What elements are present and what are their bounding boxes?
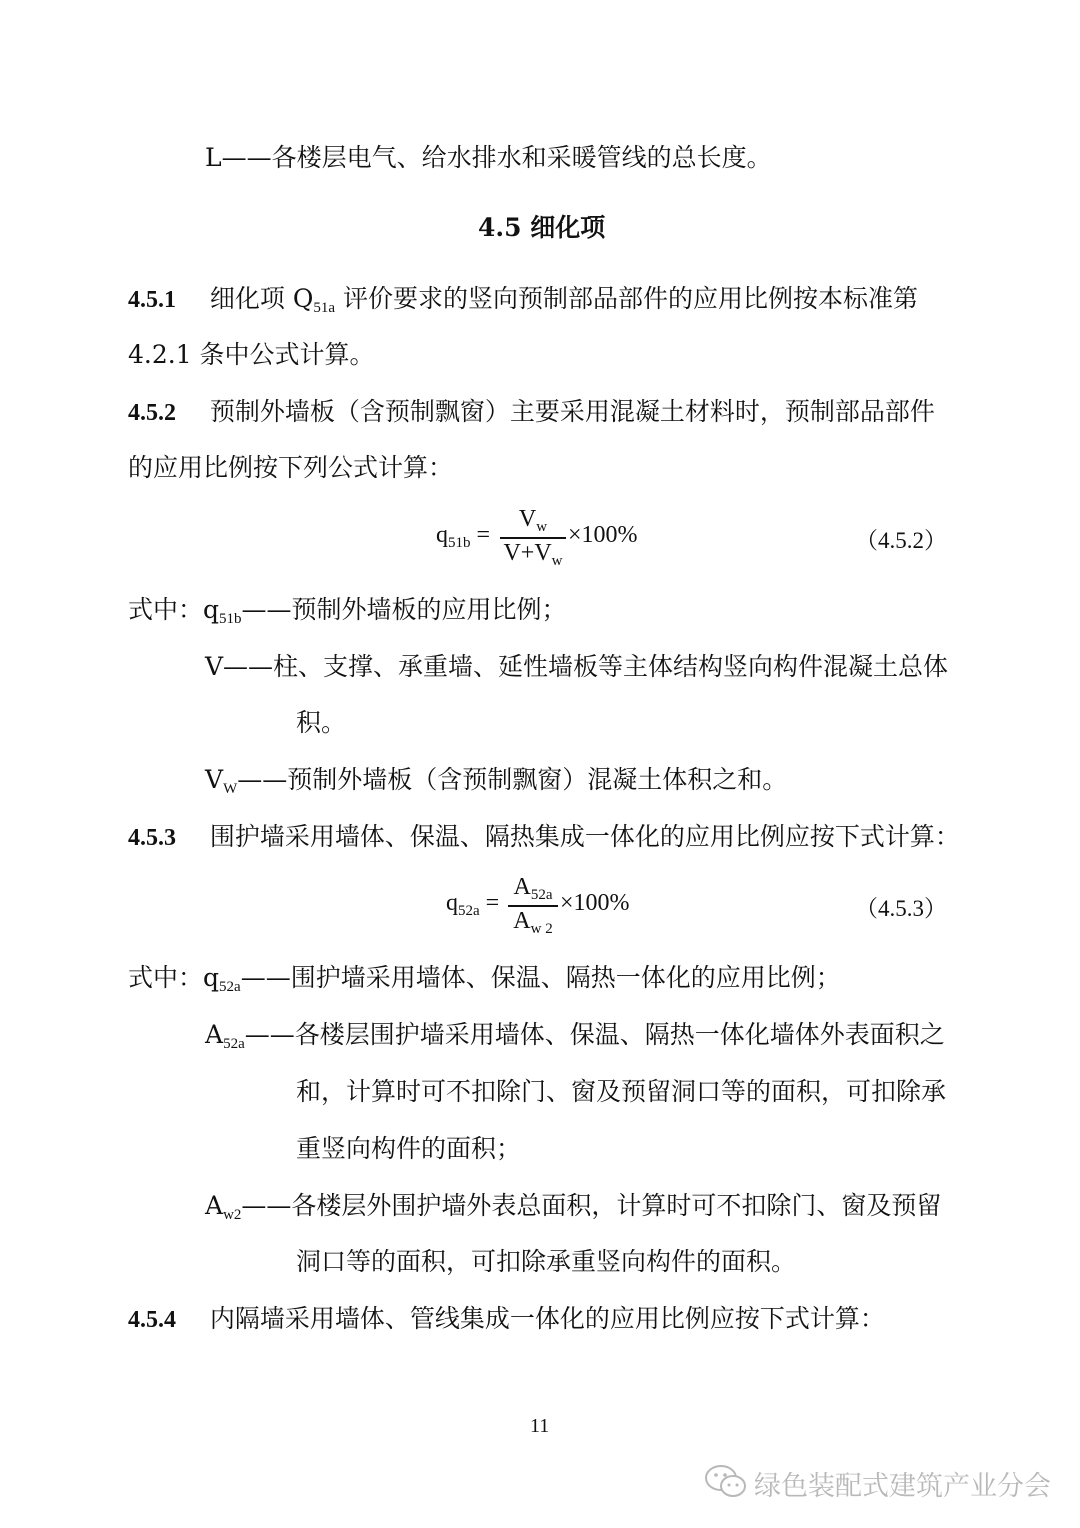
clause-number: 4.5.4 (128, 1307, 176, 1333)
formula-numerator: $V_w$ (518, 506, 548, 535)
definition-l: L——各楼层电气、给水排水和采暖管线的总长度。 (205, 143, 772, 172)
definition-aw2-cont: 洞口等的面积，可扣除承重竖向构件的面积。 (296, 1247, 797, 1276)
formula-denominator: $V+V_w$ (503, 540, 563, 569)
fraction-bar (500, 537, 566, 539)
clause-4-5-1-cont: 4.2.1 条中公式计算。 (128, 340, 375, 369)
where-q51b: 式中：$q_{51b}——$预制外墙板的应用比例； (128, 595, 567, 627)
formula-denominator: $A_{w 2}$ (513, 908, 553, 937)
equation-number: （4.5.3） (855, 896, 947, 921)
clause-4-5-2: 4.5.2 预制外墙板（含预制飘窗）主要采用混凝土材料时，预制部品部件 (128, 397, 935, 426)
clause-4-5-4: 4.5.4 内隔墙采用墙体、管线集成一体化的应用比例应按下式计算： (128, 1304, 885, 1333)
definition-aw2: $A_{w2}——$各楼层外围护墙外表总面积，计算时可不扣除门、窗及预留 (205, 1191, 942, 1223)
clause-4-5-1: 4.5.1 细化项 $Q_{51a}$ 评价要求的竖向预制部品部件的应用比例按本标准第 (128, 284, 918, 316)
definition-a52a: $A_{52a}——$各楼层围护墙采用墙体、保温、隔热一体化墙体外表面积之 (205, 1020, 945, 1052)
definition-vw: $V_W——$预制外墙板（含预制飘窗）混凝土体积之和。 (205, 765, 788, 797)
fraction-bar (508, 905, 558, 907)
page-number: 11 (530, 1415, 550, 1437)
section-heading-4-5: 4.5 细化项 (478, 213, 606, 242)
watermark (704, 1462, 1054, 1502)
clause-4-5-2-cont: 的应用比例按下列公式计算： (128, 453, 454, 482)
clause-number: 4.5.1 (128, 287, 176, 313)
definition-v: V——柱、支撑、承重墙、延性墙板等主体结构竖向构件混凝土总体 (205, 652, 949, 681)
clause-number: 4.5.2 (128, 400, 176, 426)
equation-number: （4.5.2） (855, 528, 947, 553)
definition-v-cont: 积。 (296, 708, 347, 737)
wechat-icon (704, 1464, 748, 1500)
definition-a52a-cont1: 和，计算时可不扣除门、窗及预留洞口等的面积，可扣除承 (296, 1077, 947, 1106)
definition-a52a-cont2: 重竖向构件的面积； (296, 1134, 522, 1163)
formula-numerator: $A_{52a}$ (513, 874, 553, 903)
clause-number: 4.5.3 (128, 825, 176, 851)
clause-4-5-3: 4.5.3 围护墙采用墙体、保温、隔热集成一体化的应用比例应按下式计算： (128, 822, 960, 851)
where-q52a: 式中：$q_{52a}——$围护墙采用墙体、保温、隔热一体化的应用比例； (128, 963, 841, 995)
watermark-text: 绿色装配式建筑产业分会 (754, 1471, 1051, 1502)
